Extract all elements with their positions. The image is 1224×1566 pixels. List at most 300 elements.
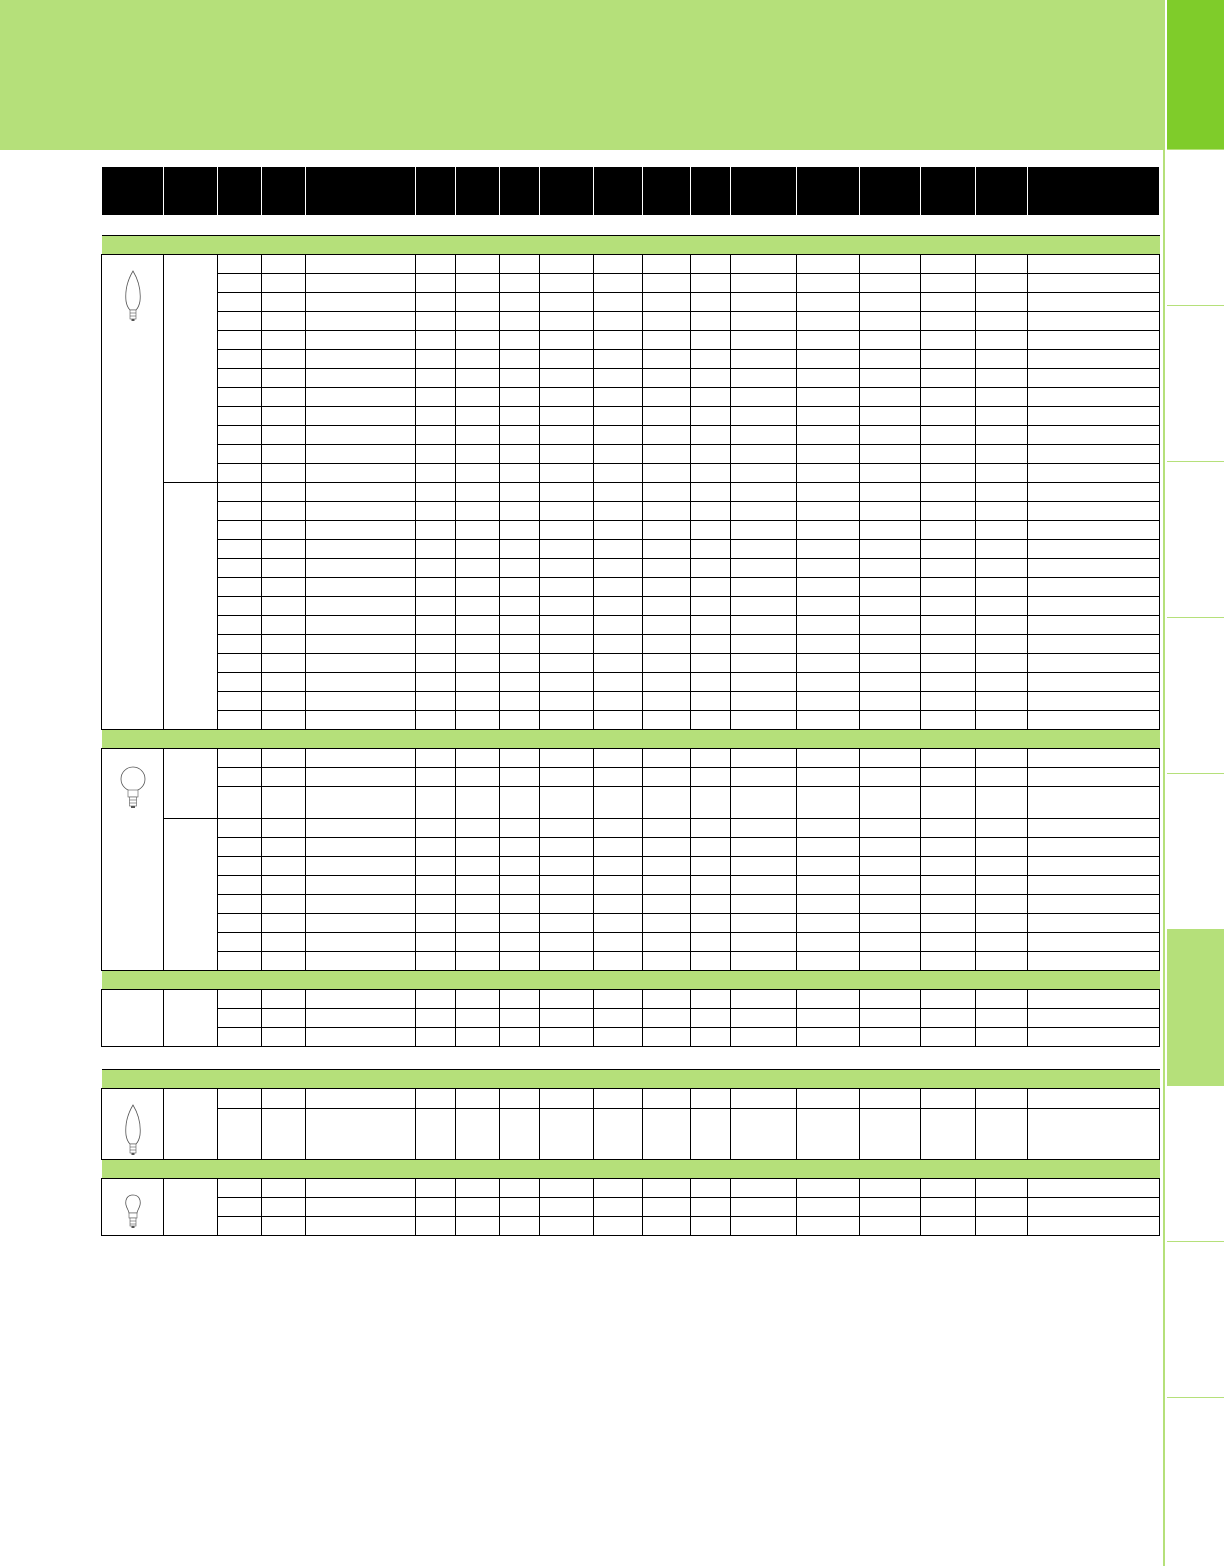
table-cell — [921, 768, 976, 787]
table-cell — [306, 895, 416, 914]
table-cell — [731, 502, 797, 521]
table-cell — [643, 749, 691, 768]
table-cell — [500, 876, 540, 895]
table-cell — [643, 445, 691, 464]
table-cell — [416, 578, 456, 597]
table-cell — [262, 312, 306, 331]
table-cell — [1028, 331, 1160, 350]
table-cell — [218, 312, 262, 331]
section-header-row — [102, 730, 1160, 749]
table-row — [102, 768, 1160, 787]
table-cell — [416, 293, 456, 312]
header-band — [0, 0, 1163, 150]
table-cell — [500, 616, 540, 635]
side-tab-7[interactable] — [1167, 930, 1224, 1086]
table-cell — [594, 711, 643, 730]
table-cell — [456, 616, 500, 635]
table-cell — [416, 312, 456, 331]
section-header-cell — [102, 1070, 1160, 1089]
table-cell — [456, 540, 500, 559]
side-tab-strip — [1163, 0, 1224, 1566]
table-cell — [976, 768, 1028, 787]
table-cell — [540, 838, 594, 857]
table-cell — [540, 654, 594, 673]
table-cell — [540, 445, 594, 464]
table-cell — [731, 312, 797, 331]
table-cell — [921, 255, 976, 274]
table-cell — [416, 787, 456, 819]
table-cell — [540, 1217, 594, 1236]
table-cell — [797, 1108, 860, 1159]
table-cell — [594, 464, 643, 483]
table-row — [102, 350, 1160, 369]
table-row — [102, 1217, 1160, 1236]
table-cell — [643, 654, 691, 673]
table-cell — [218, 274, 262, 293]
table-cell — [691, 768, 731, 787]
table-cell — [921, 1198, 976, 1217]
table-cell — [797, 1217, 860, 1236]
table-cell — [594, 483, 643, 502]
table-cell — [1028, 578, 1160, 597]
table-cell — [976, 692, 1028, 711]
table-cell — [921, 914, 976, 933]
table-cell — [218, 635, 262, 654]
table-cell — [691, 635, 731, 654]
table-cell — [643, 1009, 691, 1028]
table-cell — [1028, 876, 1160, 895]
table-cell — [860, 350, 921, 369]
table-cell — [1028, 914, 1160, 933]
table-cell — [921, 426, 976, 445]
table-cell — [731, 464, 797, 483]
table-row — [102, 274, 1160, 293]
header-cell — [102, 167, 164, 215]
table-cell — [921, 540, 976, 559]
table-cell — [456, 1009, 500, 1028]
table-cell — [1028, 1108, 1160, 1159]
section-header-cell — [102, 1160, 1160, 1179]
table-row — [102, 654, 1160, 673]
table-cell — [306, 654, 416, 673]
table-cell — [921, 1089, 976, 1109]
table-cell — [456, 483, 500, 502]
table-cell — [643, 331, 691, 350]
table-cell — [218, 654, 262, 673]
header-cell — [731, 167, 797, 215]
table-cell — [456, 1089, 500, 1109]
table-cell — [416, 369, 456, 388]
table-cell — [731, 819, 797, 838]
side-tab-4[interactable] — [1167, 462, 1224, 618]
table-cell — [262, 597, 306, 616]
table-cell — [797, 312, 860, 331]
table-cell — [218, 1179, 262, 1198]
table-cell — [860, 578, 921, 597]
table-cell — [594, 369, 643, 388]
table-cell — [306, 1009, 416, 1028]
table-cell — [691, 559, 731, 578]
table-cell — [262, 838, 306, 857]
table-cell — [976, 521, 1028, 540]
side-tab-9[interactable] — [1167, 1242, 1224, 1398]
table-cell — [731, 635, 797, 654]
table-cell — [416, 350, 456, 369]
table-cell — [540, 369, 594, 388]
table-cell — [1028, 952, 1160, 971]
table-cell — [540, 350, 594, 369]
table-cell — [416, 895, 456, 914]
table-cell — [262, 1089, 306, 1109]
table-cell — [456, 635, 500, 654]
side-tab-10[interactable] — [1167, 1398, 1224, 1566]
table-cell — [500, 597, 540, 616]
table-cell — [540, 673, 594, 692]
table-cell — [921, 464, 976, 483]
table-cell — [456, 597, 500, 616]
table-cell — [643, 819, 691, 838]
table-cell — [731, 426, 797, 445]
table-cell — [262, 483, 306, 502]
table-cell — [921, 673, 976, 692]
table-row — [102, 293, 1160, 312]
table-cell — [643, 1089, 691, 1109]
table-cell — [306, 502, 416, 521]
table-row — [102, 312, 1160, 331]
table-cell — [731, 1028, 797, 1047]
table-row — [102, 749, 1160, 768]
table-cell — [218, 990, 262, 1009]
table-cell — [456, 312, 500, 331]
table-cell — [731, 749, 797, 768]
table-cell — [262, 331, 306, 350]
table-cell — [456, 521, 500, 540]
table-cell — [731, 445, 797, 464]
table-cell — [643, 787, 691, 819]
table-cell — [218, 350, 262, 369]
table-cell — [976, 1179, 1028, 1198]
table-cell — [976, 933, 1028, 952]
table-cell — [540, 876, 594, 895]
table-cell — [691, 483, 731, 502]
table-cell — [540, 692, 594, 711]
table-cell — [306, 635, 416, 654]
table-cell — [416, 502, 456, 521]
table-cell — [218, 445, 262, 464]
table-cell — [643, 857, 691, 876]
header-cell — [416, 167, 456, 215]
table-cell — [691, 1009, 731, 1028]
table-cell — [921, 407, 976, 426]
table-cell — [456, 388, 500, 407]
table-row — [102, 819, 1160, 838]
table-cell — [540, 312, 594, 331]
table-cell — [500, 768, 540, 787]
table-cell — [691, 502, 731, 521]
table-row — [102, 464, 1160, 483]
table-cell — [540, 578, 594, 597]
table-cell — [921, 857, 976, 876]
table-cell — [456, 838, 500, 857]
table-row — [102, 933, 1160, 952]
table-cell — [860, 876, 921, 895]
table-cell — [797, 388, 860, 407]
table-cell — [1028, 819, 1160, 838]
table-cell — [691, 819, 731, 838]
table-cell — [540, 274, 594, 293]
product-icon-cell — [102, 1089, 164, 1160]
table-cell — [218, 616, 262, 635]
table-cell — [1028, 293, 1160, 312]
table-cell — [860, 1028, 921, 1047]
table-cell — [218, 933, 262, 952]
table-cell — [262, 388, 306, 407]
table-cell — [262, 692, 306, 711]
table-cell — [643, 768, 691, 787]
table-cell — [921, 559, 976, 578]
table-cell — [797, 749, 860, 768]
table-cell — [500, 350, 540, 369]
section-header-row — [102, 971, 1160, 990]
table-cell — [594, 1009, 643, 1028]
table-cell — [976, 787, 1028, 819]
table-cell — [860, 597, 921, 616]
table-cell — [456, 692, 500, 711]
table-cell — [691, 521, 731, 540]
table-row — [102, 597, 1160, 616]
table-cell — [540, 1179, 594, 1198]
table-cell — [456, 673, 500, 692]
table-cell — [218, 578, 262, 597]
table-cell — [691, 673, 731, 692]
table-cell — [976, 819, 1028, 838]
table-cell — [921, 838, 976, 857]
table-cell — [643, 1198, 691, 1217]
table-cell — [976, 331, 1028, 350]
header-cell — [921, 167, 976, 215]
product-icon-cell — [102, 749, 164, 971]
table-cell — [456, 819, 500, 838]
table-cell — [921, 369, 976, 388]
table-cell — [306, 578, 416, 597]
table-cell — [921, 749, 976, 768]
table-cell — [797, 692, 860, 711]
table-cell — [416, 1179, 456, 1198]
side-tab-5[interactable] — [1167, 618, 1224, 774]
table-cell — [416, 933, 456, 952]
table-cell — [921, 933, 976, 952]
table-cell — [262, 255, 306, 274]
table-cell — [691, 255, 731, 274]
table-cell — [416, 255, 456, 274]
table-cell — [797, 350, 860, 369]
table-row — [102, 1198, 1160, 1217]
table-cell — [594, 597, 643, 616]
table-cell — [456, 274, 500, 293]
table-cell — [860, 914, 921, 933]
table-cell — [976, 445, 1028, 464]
table-cell — [500, 1108, 540, 1159]
section-header-cell — [102, 971, 1160, 990]
group-cell — [164, 483, 218, 730]
table-cell — [218, 1028, 262, 1047]
table-cell — [262, 711, 306, 730]
table-cell — [691, 787, 731, 819]
table-cell — [416, 635, 456, 654]
side-tab-2[interactable] — [1167, 150, 1224, 306]
table-cell — [1028, 616, 1160, 635]
table-cell — [691, 407, 731, 426]
table-cell — [731, 369, 797, 388]
table-cell — [540, 521, 594, 540]
table-cell — [262, 293, 306, 312]
table-cell — [731, 521, 797, 540]
table-cell — [306, 445, 416, 464]
table-cell — [643, 559, 691, 578]
table-cell — [976, 388, 1028, 407]
table-cell — [1028, 1028, 1160, 1047]
table-cell — [594, 521, 643, 540]
table-cell — [731, 1179, 797, 1198]
table-cell — [976, 1028, 1028, 1047]
table-cell — [262, 1028, 306, 1047]
table-cell — [540, 1009, 594, 1028]
table-cell — [797, 1028, 860, 1047]
table-cell — [262, 787, 306, 819]
side-tab-3[interactable] — [1167, 306, 1224, 462]
table-cell — [218, 255, 262, 274]
table-cell — [976, 502, 1028, 521]
table-cell — [456, 1198, 500, 1217]
table-cell — [691, 616, 731, 635]
side-tab-6[interactable] — [1167, 774, 1224, 930]
table-row — [102, 952, 1160, 971]
table-cell — [976, 635, 1028, 654]
table-cell — [540, 331, 594, 350]
table-cell — [691, 597, 731, 616]
table-cell — [797, 711, 860, 730]
table-cell — [218, 521, 262, 540]
table-cell — [306, 1028, 416, 1047]
table-cell — [731, 350, 797, 369]
table-cell — [921, 597, 976, 616]
table-cell — [500, 654, 540, 673]
table-cell — [500, 1198, 540, 1217]
table-cell — [456, 293, 500, 312]
header-cell — [164, 167, 218, 215]
table-row — [102, 1108, 1160, 1159]
group-cell — [164, 1089, 218, 1160]
table-cell — [500, 787, 540, 819]
table-cell — [594, 445, 643, 464]
table-cell — [416, 990, 456, 1009]
table-cell — [540, 293, 594, 312]
table-cell — [921, 388, 976, 407]
table-cell — [218, 673, 262, 692]
table-cell — [860, 540, 921, 559]
table-cell — [731, 1217, 797, 1236]
table-cell — [456, 559, 500, 578]
table-cell — [860, 502, 921, 521]
section-header-cell — [102, 730, 1160, 749]
table-cell — [797, 654, 860, 673]
table-cell — [691, 857, 731, 876]
table-cell — [797, 597, 860, 616]
table-cell — [643, 407, 691, 426]
table-row — [102, 673, 1160, 692]
table-cell — [416, 711, 456, 730]
table-cell — [976, 857, 1028, 876]
table-cell — [540, 1089, 594, 1109]
table-cell — [731, 952, 797, 971]
table-cell — [921, 502, 976, 521]
table-cell — [860, 635, 921, 654]
table-cell — [731, 914, 797, 933]
table-cell — [643, 578, 691, 597]
table-cell — [500, 255, 540, 274]
table-cell — [1028, 350, 1160, 369]
table-cell — [797, 952, 860, 971]
table-cell — [797, 559, 860, 578]
candle-bulb-icon — [123, 269, 143, 325]
table-cell — [218, 914, 262, 933]
table-cell — [860, 654, 921, 673]
table-cell — [262, 857, 306, 876]
group-cell — [164, 819, 218, 971]
table-cell — [643, 673, 691, 692]
table-cell — [860, 768, 921, 787]
table-cell — [643, 1179, 691, 1198]
table-cell — [643, 350, 691, 369]
table-cell — [540, 819, 594, 838]
header-cell — [976, 167, 1028, 215]
table-cell — [1028, 483, 1160, 502]
table-cell — [306, 749, 416, 768]
table-cell — [416, 407, 456, 426]
table-cell — [691, 711, 731, 730]
table-cell — [860, 369, 921, 388]
table-cell — [500, 502, 540, 521]
table-cell — [218, 293, 262, 312]
table-cell — [594, 1089, 643, 1109]
table-cell — [416, 426, 456, 445]
table-row — [102, 990, 1160, 1009]
table-cell — [456, 895, 500, 914]
table-cell — [456, 502, 500, 521]
table-cell — [731, 711, 797, 730]
table-cell — [643, 521, 691, 540]
table-cell — [218, 895, 262, 914]
table-cell — [416, 388, 456, 407]
table-cell — [306, 597, 416, 616]
table-cell — [416, 876, 456, 895]
table-cell — [797, 673, 860, 692]
table-cell — [921, 331, 976, 350]
side-tab-8[interactable] — [1167, 1086, 1224, 1242]
table-row — [102, 857, 1160, 876]
side-tab-1[interactable] — [1167, 0, 1224, 150]
table-cell — [731, 559, 797, 578]
spacer-row — [102, 215, 1160, 236]
table-cell — [500, 1028, 540, 1047]
table-cell — [797, 274, 860, 293]
table-cell — [921, 1217, 976, 1236]
table-cell — [306, 819, 416, 838]
table-cell — [218, 1009, 262, 1028]
section-header-cell — [102, 236, 1160, 255]
table-cell — [416, 1108, 456, 1159]
table-cell — [797, 445, 860, 464]
